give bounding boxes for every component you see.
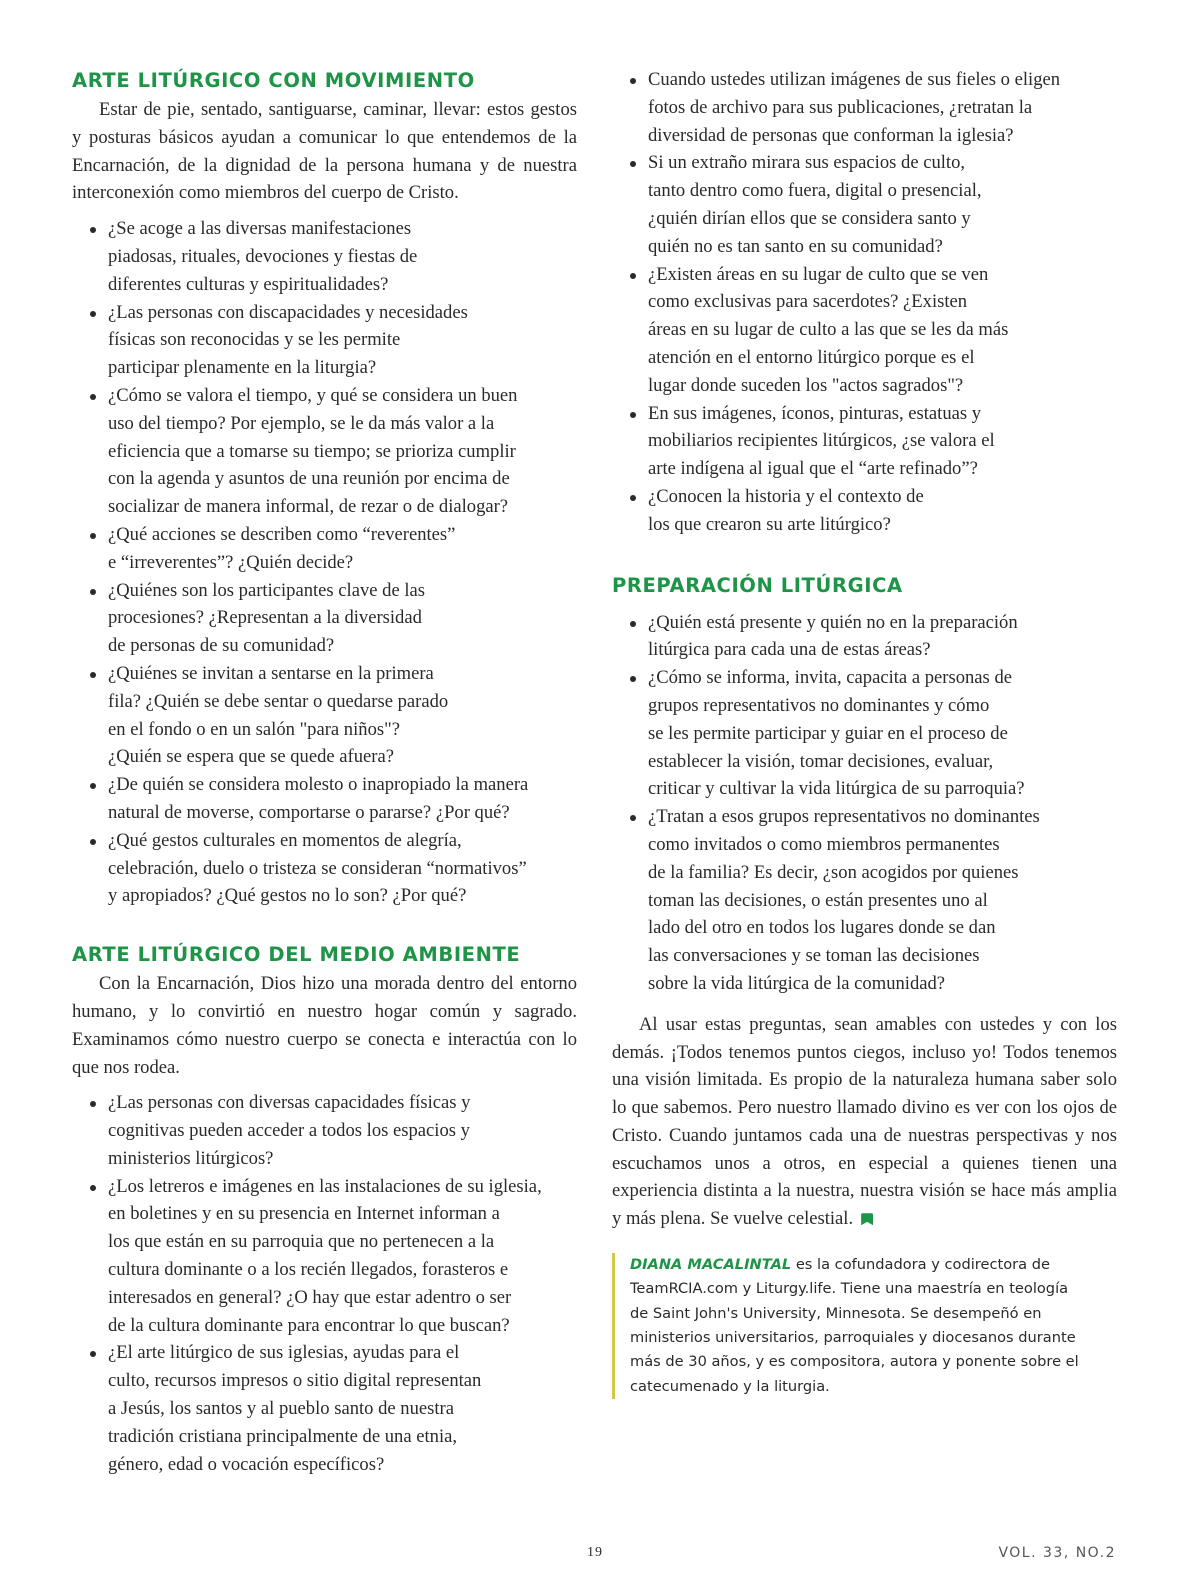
bullet-line: lugar donde suceden los "actos sagrados"?	[648, 374, 964, 396]
bullet-line: diversidad de personas que conforman la iglesia?	[648, 124, 1014, 146]
bullet-line: procesiones? ¿Representan a la diversidad	[108, 607, 422, 629]
bullet-line: de la familia? Es decir, ¿son acogidos por quienes	[648, 861, 1019, 883]
bio-line: TeamRCIA.com y Liturgy.life. Tiene una maestría en teología	[630, 1280, 1069, 1298]
bullet-line: uso del tiempo? Por ejemplo, se le da más valor a la	[108, 412, 495, 434]
volume-label: VOL. 33, NO.2	[998, 1545, 1116, 1561]
bullet-line: eficiencia que a tomarse su tiempo; se prioriza cumplir	[108, 440, 516, 462]
bullet-item	[72, 299, 577, 382]
bullet-item	[72, 521, 577, 577]
bullet-item	[612, 664, 1117, 803]
bullet-line: mobiliarios recipientes litúrgicos, ¿se valora el	[648, 430, 995, 452]
bullet-line: ¿Los letreros e imágenes en las instalaciones de su iglesia,	[108, 1175, 542, 1197]
bullet-item	[612, 149, 1117, 260]
bullet-line: Si un extraño mirara sus espacios de culto,	[648, 152, 966, 174]
bullet-line: los que crearon su arte litúrgico?	[648, 513, 891, 535]
page-number: 19	[587, 1545, 603, 1560]
bio-line: ministerios universitarios, parroquiales y diocesanos durante	[630, 1328, 1076, 1346]
bullet-line: lado del otro en todos los lugares donde se dan	[648, 917, 996, 939]
bullet-line: fotos de archivo para sus publicaciones, ¿retratan la	[648, 96, 1033, 118]
bullet-line: ¿De quién se considera molesto o inapropiado la manera	[108, 774, 529, 796]
bullet-line: criticar y cultivar la vida litúrgica de su parroquia?	[648, 778, 1025, 800]
bullet-line: y apropiados? ¿Qué gestos no lo son? ¿Por qué?	[108, 885, 467, 907]
bullet-line: ¿Quiénes son los participantes clave de las	[108, 579, 426, 601]
bullet-line: interesados en general? ¿O hay que estar adentro o ser	[108, 1286, 512, 1308]
bullet-line: áreas en su lugar de culto a las que se les da más	[648, 319, 1009, 341]
bullet-item	[72, 1339, 577, 1478]
bullet-line: grupos representativos no dominantes y cómo	[648, 694, 990, 716]
bullet-item	[612, 261, 1117, 400]
bullet-line: ¿Quién está presente y quién no en la preparación	[648, 611, 1018, 633]
bullet-line: ¿Las personas con discapacidades y necesidades	[108, 301, 468, 323]
bullet-list-movimiento	[72, 215, 577, 910]
bullet-line: cognitivas pueden acceder a todos los espacios y	[108, 1120, 470, 1142]
bullet-list-medio-ambiente-cont	[612, 66, 1117, 539]
bullet-line: ¿Conocen la historia y el contexto de	[648, 485, 924, 507]
intro-movimiento: Estar de pie, sentado, santiguarse, caminar, llevar: estos gestos y posturas básicos ayudan a comunicar lo que entendemos de la Encarnación, de la dignidad de la persona humana y de nuestra interconexión como miembros del cuerpo de Cristo.	[72, 99, 577, 204]
bullet-line: ¿Las personas con diversas capacidades físicas y	[108, 1092, 471, 1114]
bullet-line: culto, recursos impresos o sitio digital representan	[108, 1370, 482, 1392]
bullet-line: de la cultura dominante para encontrar lo que buscan?	[108, 1314, 510, 1336]
closing-paragraph	[612, 1011, 1117, 1233]
bullet-line: tradición cristiana principalmente de una etnia,	[108, 1425, 458, 1447]
bullet-item	[72, 577, 577, 660]
bullet-line: litúrgica para cada una de estas áreas?	[648, 639, 931, 661]
bullet-line: en boletines y en su presencia en Internet informan a	[108, 1203, 500, 1225]
bullet-line: ¿Cómo se informa, invita, capacita a personas de	[648, 667, 1012, 689]
bullet-line: ¿Qué gestos culturales en momentos de alegría,	[108, 829, 462, 851]
author-name: DIANA MACALINTAL	[630, 1256, 792, 1274]
right-column	[612, 66, 1117, 1399]
bullet-line: En sus imágenes, íconos, pinturas, estatuas y	[648, 402, 982, 424]
bullet-item	[612, 609, 1117, 665]
bullet-line: como exclusivas para sacerdotes? ¿Existen	[648, 291, 968, 313]
bullet-item	[612, 400, 1117, 483]
bullet-line: quién no es tan santo en su comunidad?	[648, 235, 943, 257]
intro-medio-ambiente: Con la Encarnación, Dios hizo una morada dentro del entorno humano, y lo convirtió en nuestro hogar común y sagrado. Examinamos cómo nuestro cuerpo se conecta e interactúa con lo que nos rodea.	[72, 973, 577, 1078]
bullet-line: socializar de manera informal, de rezar o de dialogar?	[108, 496, 509, 518]
bullet-line: ministerios litúrgicos?	[108, 1147, 274, 1169]
bullet-line: de personas de su comunidad?	[108, 635, 335, 657]
bullet-line: ¿Tratan a esos grupos representativos no dominantes	[648, 806, 1040, 828]
bullet-line: ¿Se acoge a las diversas manifestaciones	[108, 218, 412, 240]
closing-text: Al usar estas preguntas, sean amables con ustedes y con los demás. ¡Todos tenemos puntos ciegos, incluso yo! Todos tenemos una visión limitada. Es propio de la naturaleza humana saber solo lo que sabemos. Pero nuestro llamado divino es ver con los ojos de Cristo. Cuando juntamos cada una de nuestras perspectivas y nos escuchamos unos a otros, en especial a quienes tienen una experiencia distinta a la nuestra, nuestra visión se hace más amplia y más plena. Se vuelve celestial.	[612, 1013, 1117, 1230]
bullet-line: e “irreverentes”? ¿Quién decide?	[108, 551, 354, 573]
bookmark-icon	[861, 1213, 873, 1225]
bullet-list-preparacion	[612, 609, 1117, 998]
bullet-item	[72, 1173, 577, 1340]
bullet-line: establecer la visión, tomar decisiones, evaluar,	[648, 750, 994, 772]
bullet-line: con la agenda y asuntos de una reunión por encima de	[108, 468, 510, 490]
section-heading-movimiento: ARTE LITÚRGICO CON MOVIMIENTO	[72, 69, 475, 92]
bullet-line: las conversaciones y se toman las decisiones	[648, 945, 980, 967]
author-bio	[612, 1253, 1117, 1399]
bullet-line: ¿Quiénes se invitan a sentarse en la primera	[108, 662, 434, 684]
bullet-line: género, edad o vocación específicos?	[108, 1453, 385, 1475]
bullet-line: ¿El arte litúrgico de sus iglesias, ayudas para el	[108, 1342, 460, 1364]
bullet-line: los que están en su parroquia que no pertenecen a la	[108, 1231, 495, 1253]
section-heading-preparacion: PREPARACIÓN LITÚRGICA	[612, 573, 903, 597]
bullet-line: natural de moverse, comportarse o pararse? ¿Por qué?	[108, 801, 510, 823]
bullet-item	[72, 215, 577, 298]
bio-line: catecumenado y la liturgia.	[630, 1377, 830, 1395]
bullet-line: arte indígena al igual que el “arte refinado”?	[648, 458, 978, 480]
bullet-item	[612, 483, 1117, 539]
bullet-line: participar plenamente en la liturgia?	[108, 357, 377, 379]
bio-line: es la cofundadora y codirectora de	[795, 1256, 1050, 1274]
bullet-line: a Jesús, los santos y al pueblo santo de nuestra	[108, 1398, 454, 1420]
bullet-line: ¿Existen áreas en su lugar de culto que se ven	[648, 263, 989, 285]
bullet-item	[72, 660, 577, 771]
bullet-item	[72, 771, 577, 827]
left-column	[72, 66, 577, 1478]
bio-line: más de 30 años, y es compositora, autora y ponente sobre el	[630, 1353, 1079, 1371]
bullet-line: atención en el entorno litúrgico porque es el	[648, 346, 975, 368]
bullet-line: Cuando ustedes utilizan imágenes de sus fieles o eligen	[648, 69, 1061, 90]
bullet-line: piadosas, rituales, devociones y fiestas de	[108, 245, 418, 267]
bullet-item	[612, 66, 1117, 149]
bio-line: de Saint John's University, Minnesota. Se desempeñó en	[630, 1304, 1042, 1322]
section-heading-medio-ambiente: ARTE LITÚRGICO DEL MEDIO AMBIENTE	[72, 943, 521, 967]
bullet-list-medio-ambiente	[72, 1089, 577, 1478]
bullet-line: fila? ¿Quién se debe sentar o quedarse parado	[108, 690, 449, 712]
bullet-line: toman las decisiones, o están presentes uno al	[648, 889, 988, 911]
bullet-line: ¿quién dirían ellos que se considera santo y	[648, 207, 971, 229]
bullet-line: ¿Quién se espera que se quede afuera?	[108, 746, 394, 768]
bullet-item	[72, 382, 577, 521]
bullet-line: cultura dominante o a los recién llegados, forasteros e	[108, 1259, 509, 1281]
bullet-line: tanto dentro como fuera, digital o presencial,	[648, 180, 982, 202]
bullet-line: en el fondo o en un salón "para niños"?	[108, 718, 400, 740]
bullet-line: sobre la vida litúrgica de la comunidad?	[648, 972, 946, 994]
bullet-line: se les permite participar y guiar en el proceso de	[648, 722, 1008, 744]
bullet-line: ¿Qué acciones se describen como “reverentes”	[108, 523, 456, 545]
bullet-line: celebración, duelo o tristeza se consideran “normativos”	[108, 857, 527, 879]
bullet-line: ¿Cómo se valora el tiempo, y qué se considera un buen	[108, 384, 518, 406]
bullet-line: físicas son reconocidas y se les permite	[108, 329, 401, 351]
bullet-item	[72, 827, 577, 910]
bullet-item	[612, 803, 1117, 998]
bullet-line: diferentes culturas y espiritualidades?	[108, 273, 389, 295]
bullet-item	[72, 1089, 577, 1172]
bullet-line: como invitados o como miembros permanentes	[648, 833, 1000, 855]
